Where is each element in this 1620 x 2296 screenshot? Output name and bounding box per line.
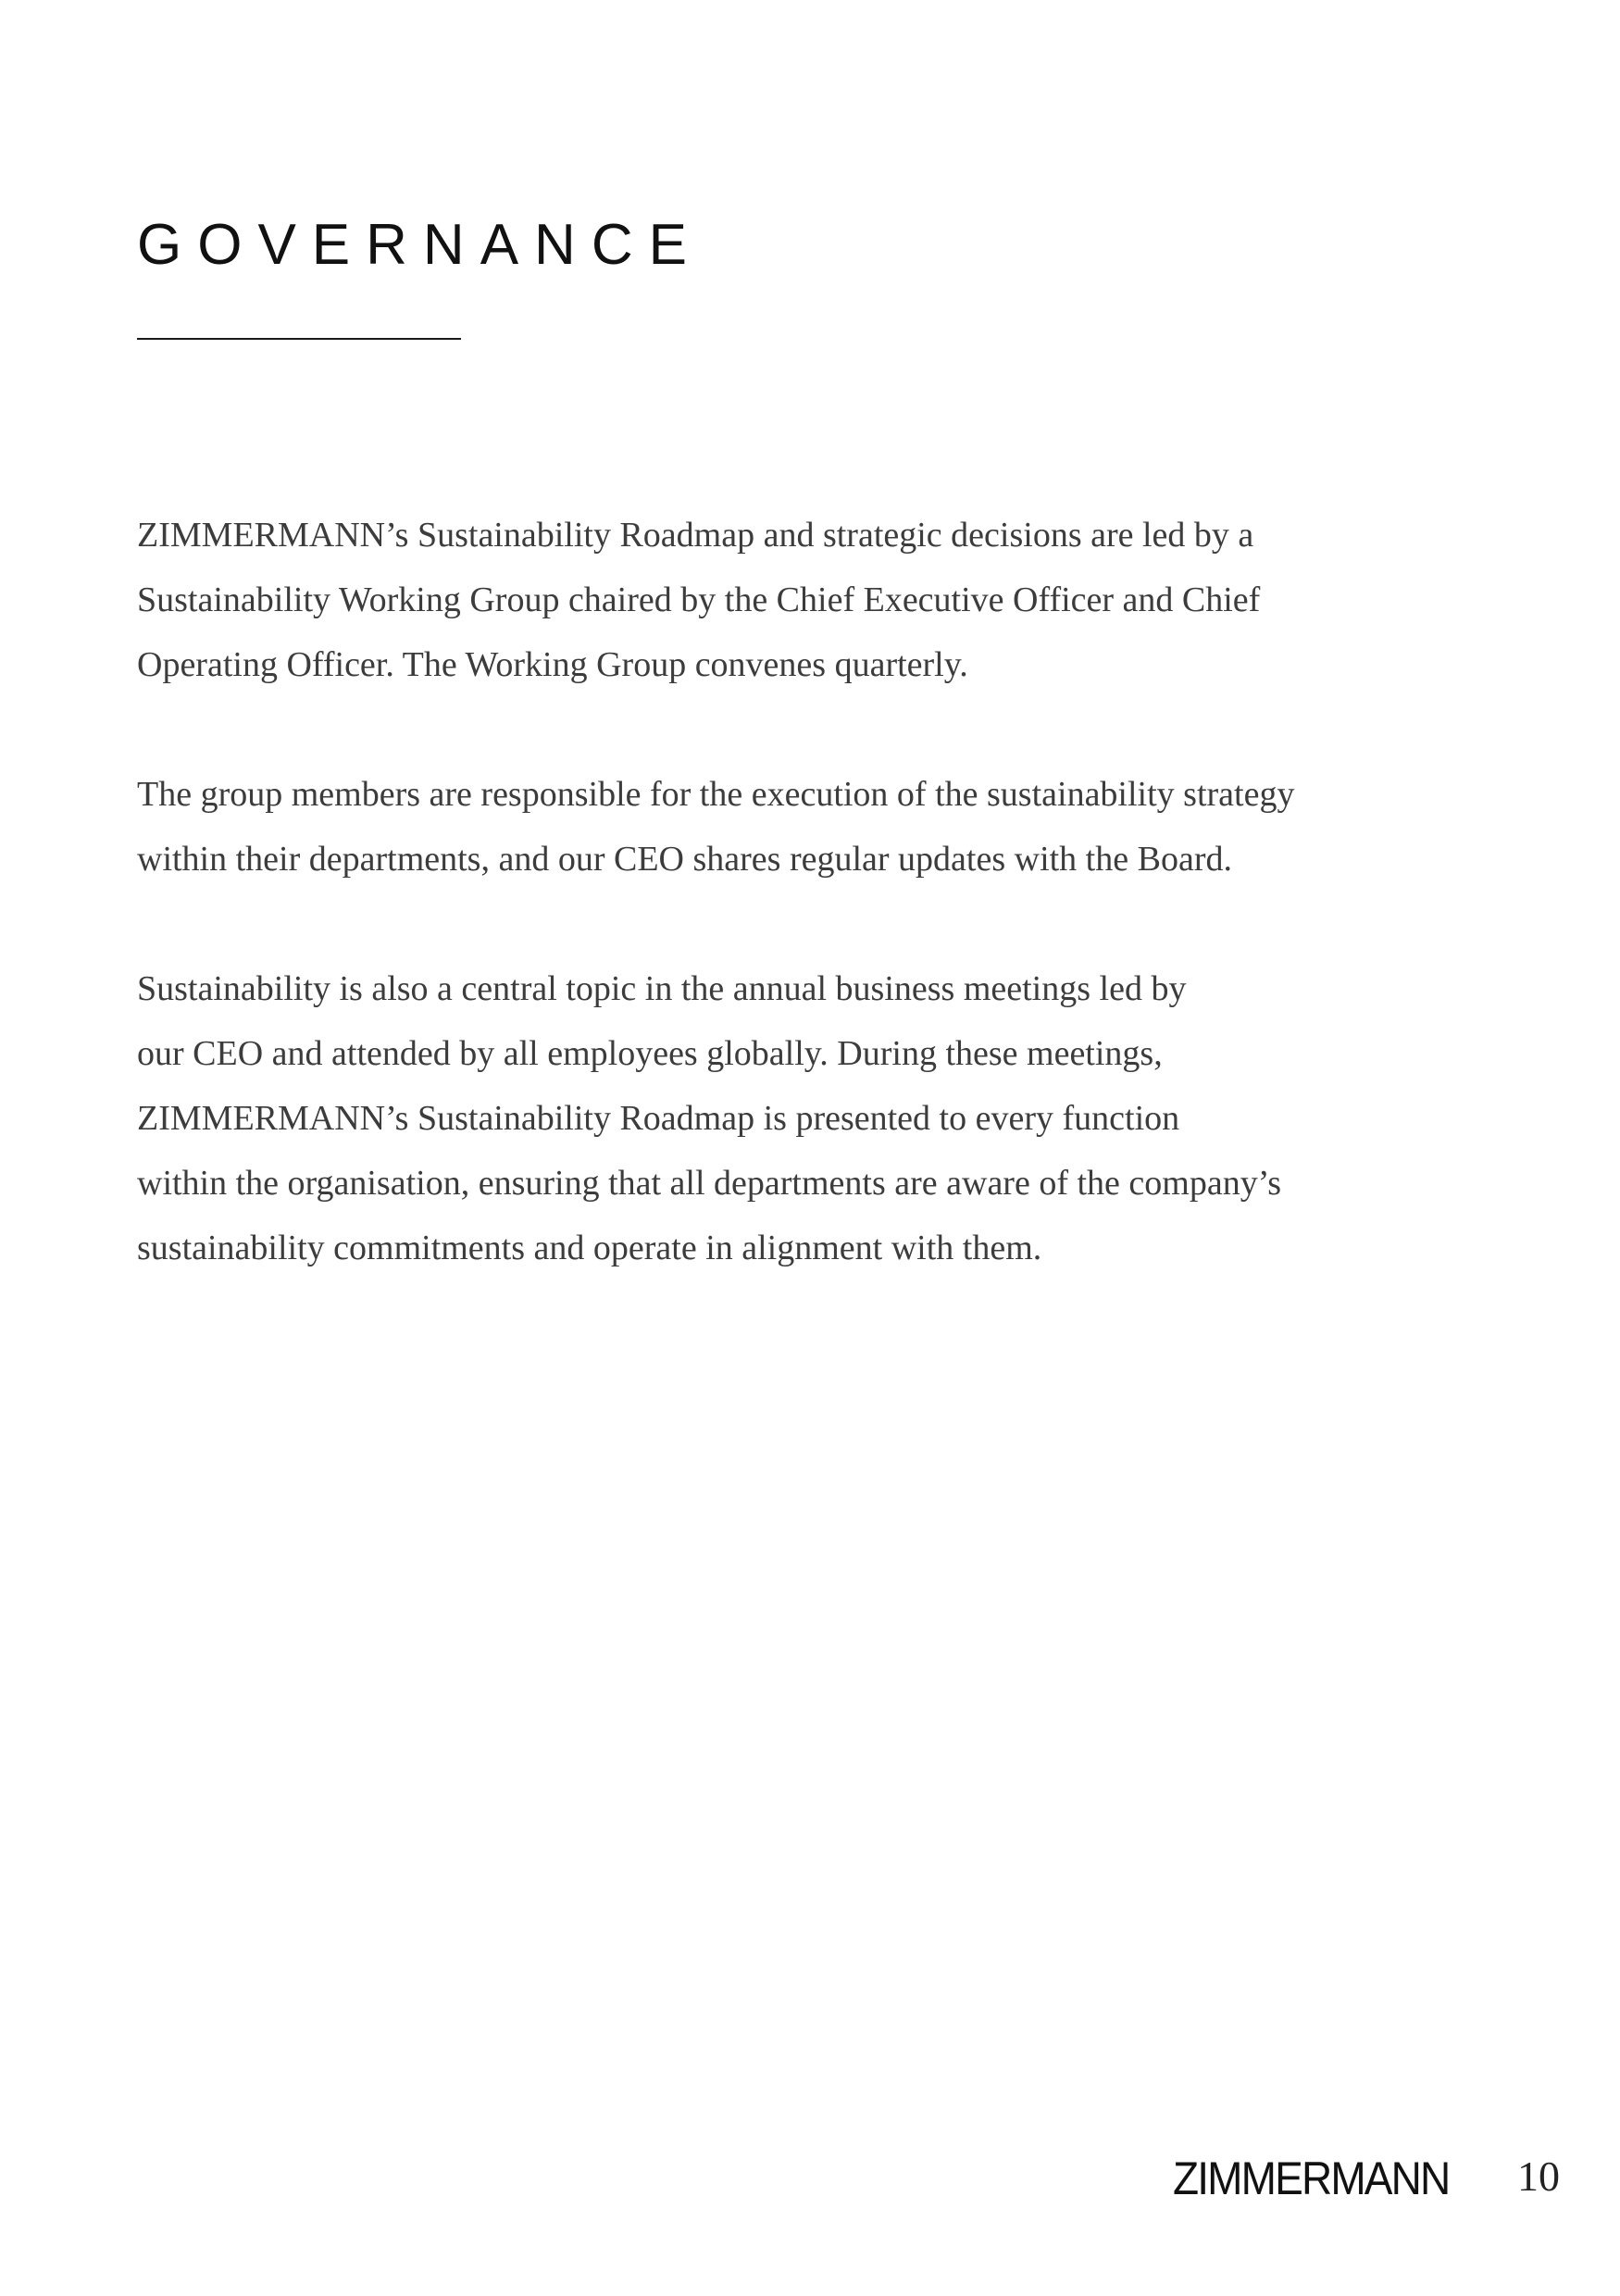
text-line: within the organisation, ensuring that all departments are aware of the company’s: [137, 1164, 1282, 1203]
page-title: GOVERNANCE: [137, 213, 703, 277]
text-line: Sustainability is also a central topic in the annual business meetings led by: [137, 969, 1187, 1008]
text-line: ZIMMERMANN’s Sustainability Roadmap and strategic decisions are led by a: [137, 516, 1254, 555]
text-line: Sustainability Working Group chaired by the Chief Executive Officer and Chief: [137, 580, 1261, 619]
title-divider: [137, 338, 461, 340]
brand-logo: ZIMMERMANN: [1172, 2152, 1449, 2204]
text-line: Operating Officer. The Working Group convenes quarterly.: [137, 645, 968, 684]
text-line: within their departments, and our CEO shares regular updates with the Board.: [137, 840, 1232, 879]
paragraph-governance-intro: [137, 503, 1489, 697]
body-text: [137, 503, 1489, 1345]
text-line: The group members are responsible for the execution of the sustainability strategy: [137, 775, 1295, 814]
page-number: 10: [1517, 2152, 1560, 2200]
text-line: our CEO and attended by all employees globally. During these meetings,: [137, 1034, 1163, 1073]
paragraph-group-members: [137, 762, 1489, 892]
text-line: sustainability commitments and operate in alignment with them.: [137, 1229, 1042, 1267]
paragraph-annual-meetings: [137, 956, 1489, 1280]
text-line: ZIMMERMANN’s Sustainability Roadmap is presented to every function: [137, 1099, 1180, 1138]
